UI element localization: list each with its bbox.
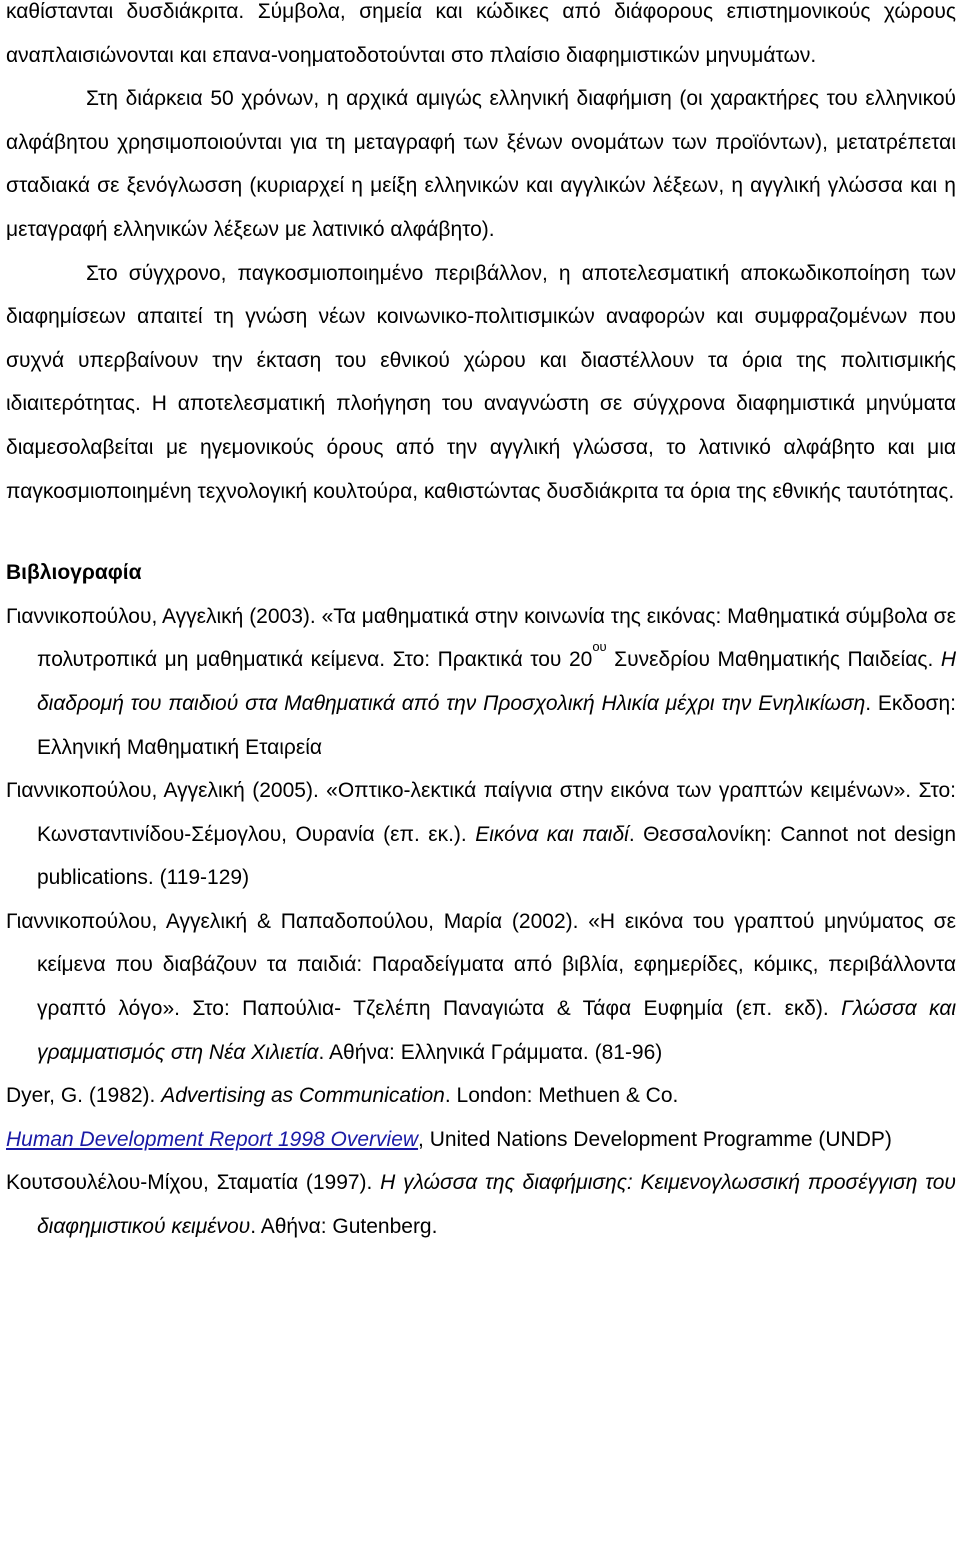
reference-item — [6, 1118, 956, 1162]
body-paragraph: Στο σύγχρονο, παγκοσμιοποιημένο περιβάλλον, η αποτελεσματική αποκωδικοποίηση των διαφημίσεων απαιτεί τη γνώση νέων κοινωνικο-πολιτισμικών αναφορών και συμφραζομένων που συχνά υπερβαίνουν την έκταση του εθνικού χώρου και διαστέλλουν τα όρια της πολιτισμικής ιδιαιτερότητας. Η αποτελεσματική πλοήγηση του αναγνώστη σε σύγχρονα διαφημιστικά μηνύματα διαμεσολαβείται με ηγεμονικούς όρους από την αγγλική γλώσσα, το λατινικό αλφάβητο και μια παγκοσμιοποιημένη τεχνολογική κουλτούρα, καθιστώντας δυσδιάκριτα τα όρια της εθνικής ταυτότητας. — [6, 261, 956, 503]
reference-text: Γιαννικοπούλου, Αγγελική & Παπαδοπούλου, Μαρία (2002). «Η εικόνα του γραπτού μηνύματος σε κείμενα που διαβάζουν τα παιδιά: Παραδείγματα από βιβλία, εφημερίδες, κόμικς, περιβάλλοντα γραπτό λόγο». Στο: Παπούλια- Τζελέπη Παναγιώτα & Τάφα Ευφημία (επ. εκδ). — [6, 909, 956, 1021]
bibliography-heading: Βιβλιογραφία — [6, 561, 142, 585]
reference-title: Advertising as Communication — [161, 1084, 445, 1108]
reference-title: Η γλώσσα της διαφήμισης: Κειμενογλωσσική προσέγγιση του διαφημιστικού κειμένου — [37, 1171, 956, 1239]
report-link[interactable]: Human Development Report 1998 Overview — [6, 1127, 419, 1151]
reference-item — [6, 900, 956, 1074]
reference-text: . Θεσσαλονίκη: Cannot not design publications. (119-129) — [37, 822, 957, 890]
reference-text: Dyer, G. (1982). — [6, 1084, 162, 1108]
reference-title: Γλώσσα και γραμματισμός στη Νέα Χιλιετία — [37, 997, 956, 1064]
reference-title: Εικόνα και παιδί — [475, 822, 629, 846]
reference-text: . Εκδοση: Ελληνική Μαθηματική Εταιρεία — [37, 691, 956, 759]
reference-text: Κουτσουλέλου-Μίχου, Σταματία (1997). — [6, 1171, 381, 1195]
reference-text: . London: Methuen & Co. — [444, 1084, 679, 1108]
reference-item — [6, 769, 956, 900]
body-paragraph: Στη διάρκεια 50 χρόνων, η αρχικά αμιγώς ελληνική διαφήμιση (οι χαρακτήρες του ελληνικού αλφάβητου χρησιμοποιούνται για τη μεταγραφή των ξένων ονομάτων των προϊόντων), μετατρέπεται σταδιακά σε ξενόγλωσση (κυριαρχεί η μείξη ελληνικών και αγγλικών λέξεων, η αγγλική γλώσσα και η μεταγραφή ελληνικών λέξεων με λατινικό αλφάβητο). — [6, 87, 956, 241]
reference-item — [6, 595, 956, 769]
section-gap — [6, 513, 956, 551]
document-page — [6, 0, 956, 1249]
reference-text: Συνεδρίου Μαθηματικής Παιδείας. — [606, 648, 941, 672]
reference-text: . Αθήνα: Gutenberg. — [250, 1215, 438, 1239]
reference-item — [6, 1161, 956, 1248]
reference-text: Γιαννικοπούλου, Αγγελική (2003). «Τα μαθηματικά στην κοινωνία της εικόνας: Μαθηματικά σύμβολα σε πολυτροπικά μη μαθηματικά κείμενα. Στο: Πρακτικά του 20 — [6, 604, 956, 672]
reference-item — [6, 1074, 956, 1118]
reference-text: Γιαννικοπούλου, Αγγελική (2005). «Οπτικο-λεκτικά παίγνια στην εικόνα των γραπτών κειμένων». Στο: Κωνσταντινίδου-Σέμογλου, Ουρανία (επ. εκ.). — [6, 779, 956, 846]
body-paragraph: καθίστανται δυσδιάκριτα. Σύμβολα, σημεία και κώδικες από διάφορους επιστημονικούς χώρους αναπλαισιώνονται και επανα-νοηματοδοτούνται στο πλαίσιο διαφημιστικών μηνυμάτων. — [6, 0, 956, 67]
reference-text: , United Nations Development Programme (UNDP) — [418, 1127, 892, 1151]
ordinal-superscript: ου — [592, 639, 607, 655]
reference-title: Η διαδρομή του παιδιού στα Μαθηματικά από την Προσχολική Ηλικία μέχρι την Ενηλικίωση — [37, 648, 956, 715]
reference-text: . Αθήνα: Ελληνικά Γράμματα. (81-96) — [318, 1040, 663, 1064]
